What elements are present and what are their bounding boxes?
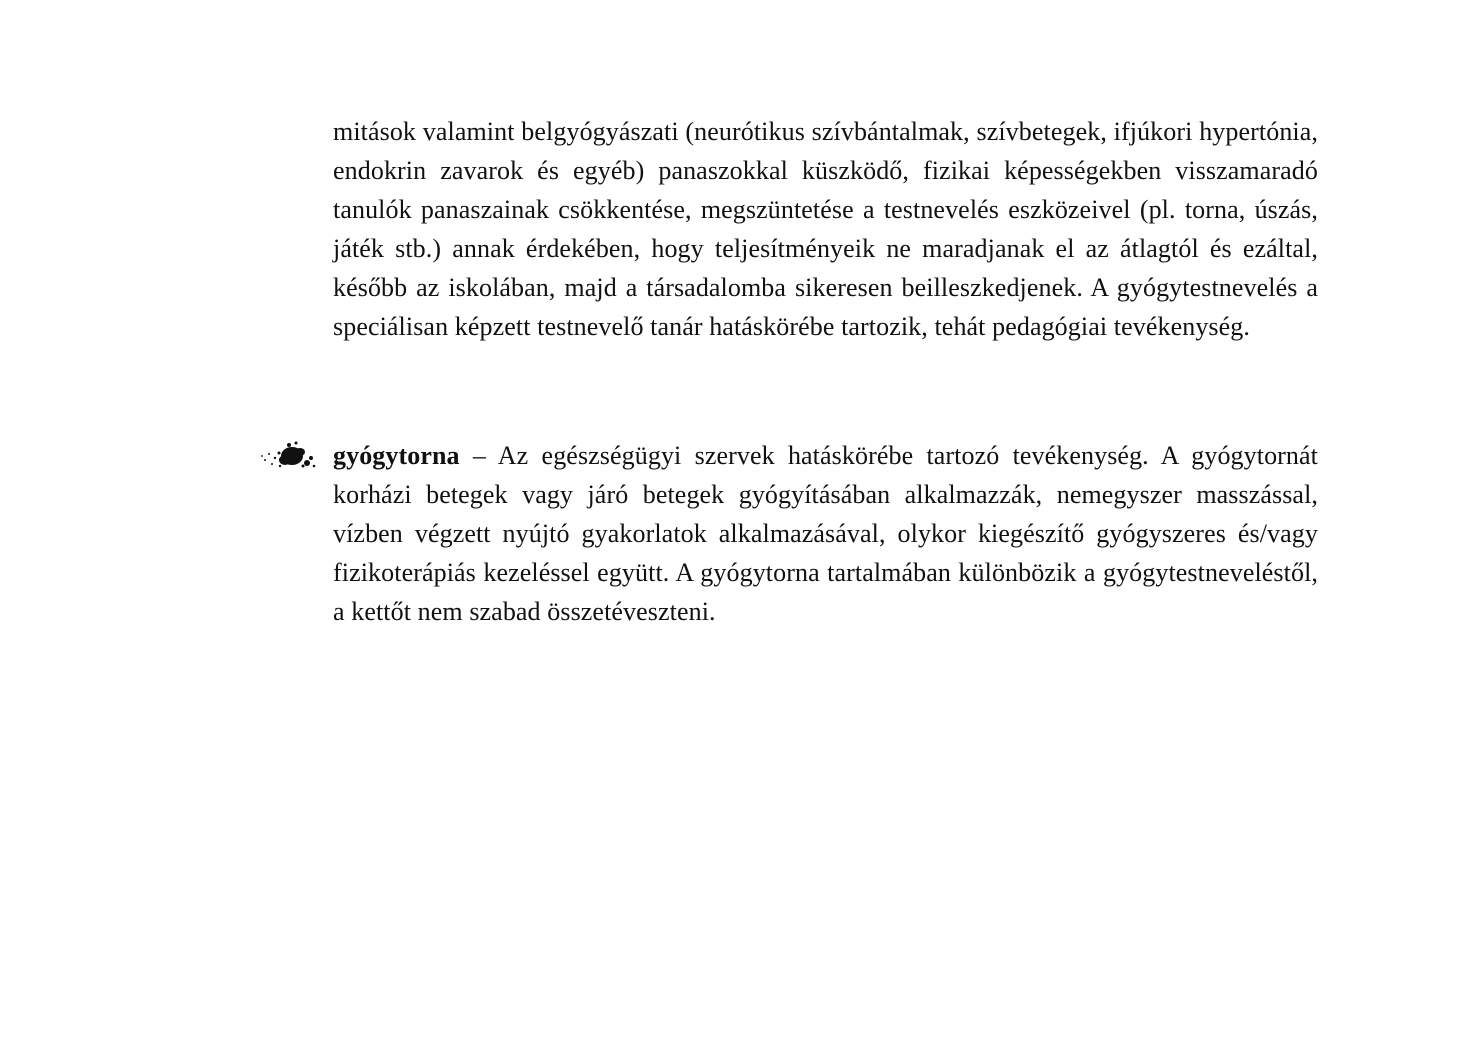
paragraph-gyogytestneveles — [333, 112, 1318, 346]
ink-blot-marker — [258, 436, 318, 472]
paragraph-gyogytorna — [333, 436, 1318, 631]
term-gyogytorna: gyógytorna — [333, 441, 460, 470]
paragraph-text: mitások valamint belgyógyászati (neurótikus szívbántalmak, szívbetegek, ifjúkori hypertónia, endokrin zavarok és egyéb) panaszokkal küszködő, fizikai képességekben visszamaradó tanulók panaszainak csökkentése, megszüntetése a testnevelés eszközeivel (pl. torna, úszás, játék stb.) annak érdekében, hogy teljesítményeik ne maradjanak el az átlagtól és ezáltal, később az iskolában, majd a társadalomba sikeresen beilleszkedjenek. A gyógytestnevelés a speciálisan képzett testnevelő tanár hatáskörébe tartozik, tehát pedagógiai tevékenység. — [333, 117, 1318, 341]
paragraph-text: – Az egészségügyi szervek hatáskörébe tartozó tevékenység. A gyógytornát korházi betegek vagy járó betegek gyógyításában alkalmazzák, nemegyszer masszással, vízben végzett nyújtó gyakorlatok alkalmazásával, olykor kiegészítő gyógyszeres és/vagy fizikoterápiás kezeléssel együtt. A gyógytorna tartalmában különbözik a gyógytestneveléstől, a kettőt nem szabad összetéveszteni. — [333, 441, 1318, 626]
